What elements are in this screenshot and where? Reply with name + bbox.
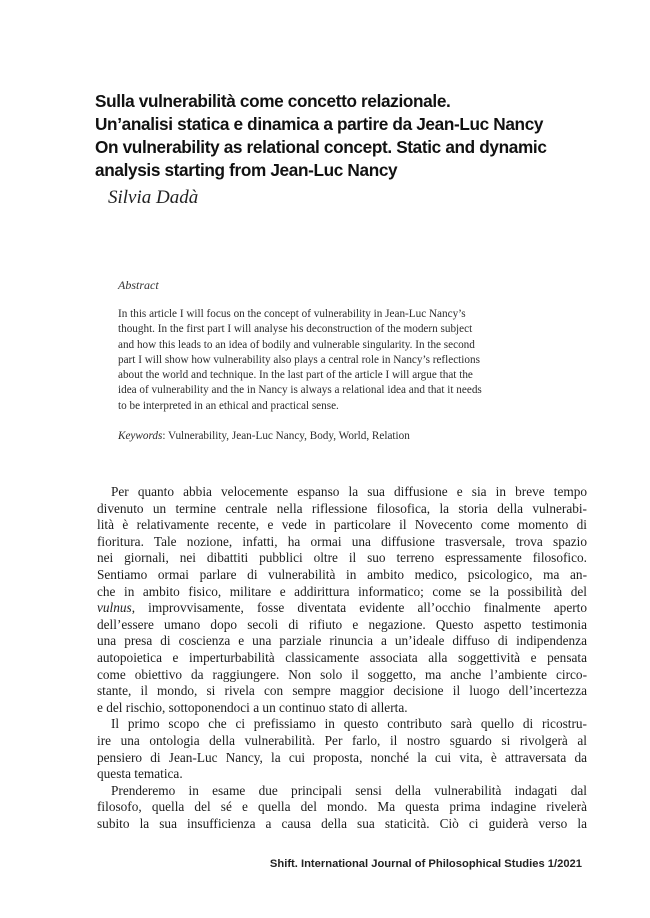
body-line: divenuto un termine centrale nella riflessione filosofica, la storia della vulnerabi- (97, 500, 587, 516)
body-line: autopoietica e imperturbabilità classicamente associata alla soggettività e pensata (97, 649, 587, 665)
body-line: pensiero di Jean-Luc Nancy, la cui proposta, nonché la cui vita, è attraversata da (97, 749, 587, 765)
abstract-section (118, 278, 561, 442)
body-line: questa tematica. (97, 766, 183, 782)
keywords-text: : Vulnerability, Jean-Luc Nancy, Body, World, Relation (162, 430, 410, 443)
abstract-heading: Abstract (118, 278, 159, 292)
body-line: nei giornali, nei dibattiti pubblici oltre il suo terreno espressamente filosofico. (97, 550, 587, 566)
body-line: Per quanto abbia velocemente espanso la sua diffusione e sia in breve tempo (111, 484, 587, 499)
body-line: una presa di coscienza e una parziale rinuncia a un’ideale diffuso di indipendenza (97, 633, 587, 649)
body-line: come obiettivo da raggiungere. Non solo il soggetto, ma anche l’ambiente circo- (97, 666, 587, 682)
body-line: e del rischio, sottoponendoci a un continuo stato di allerta. (97, 699, 408, 715)
body-line: che in ambito fisico, militare e addirittura informatico; come se la possibilità del (97, 583, 587, 599)
abstract-line: part I will show how vulnerability also plays a central role in Nancy’s reflections (118, 353, 480, 366)
abstract-line: idea of vulnerability and the in Nancy is always a relational idea and that it needs (118, 384, 482, 397)
article-title (95, 90, 615, 182)
keywords-label: Keywords (118, 430, 163, 443)
body-line: lità è relativamente recente, e vede in particolare il Novecento come momento di (97, 517, 587, 533)
body-line: Prenderemo in esame due principali sensi della vulnerabilità indagati dal (111, 782, 587, 798)
title-line: On vulnerability as relational concept. Static and dynamic (95, 137, 547, 157)
body-line: subito la sua insufficienza a causa della sua staticità. Ciò ci guiderà verso la (97, 815, 587, 831)
body-line: fioritura. Tale nozione, infatti, ha ormai una diffusione trasversale, trova spazio (97, 533, 587, 549)
journal-footer: Shift. International Journal of Philosophical Studies 1/2021 (269, 858, 582, 870)
abstract-line: to be interpreted in an ethical and practical sense. (118, 399, 339, 412)
abstract-line: and how this leads to an idea of bodily and vulnerable singularity. In the second (118, 338, 475, 351)
abstract-line: In this article I will focus on the concept of vulnerability in Jean-Luc Nancy’s (118, 308, 466, 320)
abstract-line: thought. In the first part I will analyse his deconstruction of the modern subject (118, 323, 473, 336)
body-text (97, 484, 587, 832)
body-line: ire una ontologia della vulnerabilità. Per farlo, il nostro sguardo si rivolgerà al (97, 732, 587, 748)
body-line-rest: , improvvisamente, fosse diventata evidente all’occhio finalmente aperto (131, 600, 587, 616)
keywords (118, 430, 561, 442)
body-line: Il primo scopo che ci prefissiamo in questo contributo sarà quello di ricostru- (111, 716, 587, 732)
body-line (97, 600, 587, 617)
title-line: analysis starting from Jean-Luc Nancy (95, 160, 398, 180)
title-line: Sulla vulnerabilità come concetto relazionale. (95, 91, 451, 111)
author-name: Silvia Dadà (108, 187, 199, 208)
body-line: stante, il mondo, si rivela con sempre maggior decisione il luogo dell’incertezza (97, 683, 587, 699)
body-line: Sentiamo ormai parlare di vulnerabilità in ambito medico, psicologico, ma an- (97, 566, 587, 582)
vulnus-italic: vulnus (97, 600, 132, 616)
body-line: filosofo, quella del sé e quella del mondo. Ma questa prima indagine rivelerà (97, 799, 587, 815)
title-line: Un’analisi statica e dinamica a partire da Jean-Luc Nancy (95, 114, 544, 134)
body-line: dell’essere umano dopo secoli di rifiuto e negazione. Questo aspetto testimonia (97, 616, 587, 632)
abstract-line: about the world and technique. In the last part of the article I will argue that the (118, 369, 473, 382)
